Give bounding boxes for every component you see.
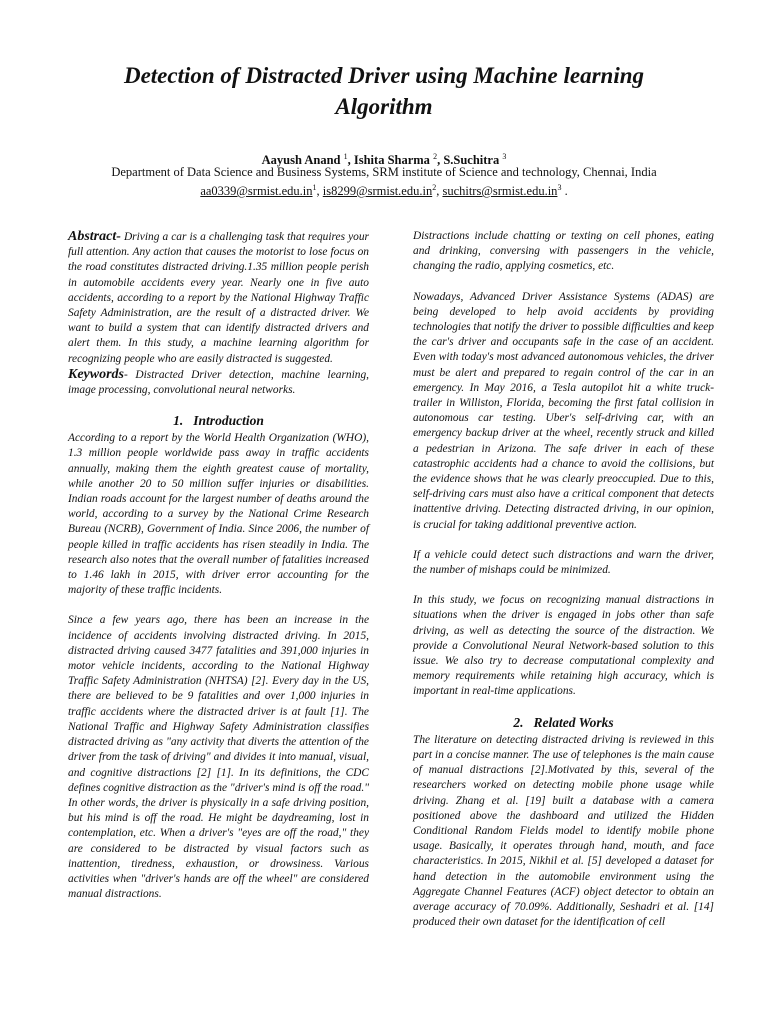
author-mark: 3 [502, 152, 507, 161]
abstract-text: Driving a car is a challenging task that requires your full attention. Any action that causes the motorist to lose focus on the road constitutes distracted driving.1.35 million people perish in automobile accidents every year. Nearly one in five auto accidents, according to a report by the National Highway Traffic Safety Administration, are the result of a distracted driver. We want to build a system that can identify distracted drivers and alert them. In this study, a machine learning algorithm for recognizing people who are easily distracted is suggested. [68, 231, 369, 365]
email-link[interactable]: is8299@srmist.edu.in [322, 184, 433, 199]
author-mark: 1 [343, 152, 348, 161]
right-column [413, 229, 714, 930]
intro-paragraph: According to a report by the World Health Organization (WHO), 1.3 million people worldwide pass away in traffic accidents annually, making them the eighth greatest cause of mortality, while another 20 to 50 million suffer injuries or disabilities. Indian roads account for the largest number of deaths around the world, according to a survey by the National Crime Research Bureau (NCRB), Government of India. Since 2006, the number of people killed in traffic accidents has risen steadily in India. The research also notes that the overall number of fatalities increased to 1.46 lakh in 2015, with driver error accounting for the majority of these traffic incidents. [68, 432, 369, 597]
body-paragraph: If a vehicle could detect such distractions and warn the driver, the number of mishaps could be minimized. [413, 548, 714, 577]
author-name: Aayush Anand [261, 153, 341, 168]
email-link[interactable]: suchitrs@srmist.edu.in [442, 184, 558, 199]
section-heading-introduction [68, 412, 369, 429]
left-column [68, 229, 369, 902]
email-mark: 2 [432, 183, 437, 192]
author-mark: 2 [433, 152, 438, 161]
related-works-paragraph: The literature on detecting distracted driving is reviewed in this part in a concise manner. The use of telephones is the main cause of manual distractions [2].Motivated by this, several of the researchers worked on detecting mobile phone usage while driving. Zhang et al. [19] built a database with a camera positioned above the dashboard and utilized the Hidden Conditional Random Fields model to identify mobile phone usage. Basically, it operates through hand, mouth, and face characteristics. In 2015, Nikhil et al. [5] developed a dataset for hand detection in the automobile environment using the Aggregate Channel Features (ACF) object detector to obtain an average accuracy of 70.09%. Additionally, Seshadri et al. [14] produced their own dataset for the identification of cell [413, 733, 714, 929]
section-number: 2. [513, 714, 524, 730]
section-title: Related Works [533, 714, 614, 730]
paper-title: Detection of Distracted Driver using Machine learning Algorithm [123, 63, 645, 119]
author-line: Aayush Anand $^1$, Ishita Sharma $^2$, S.Suchitra $^3$ [261, 152, 507, 168]
abstract-label: Abstract- [68, 229, 121, 244]
paragraph-gap [68, 598, 369, 613]
section-number: 1. [173, 413, 184, 429]
affiliation: Department of Data Science and Business Systems, SRM institute of Science and technology, Chennai, India [111, 165, 657, 179]
body-paragraph: Distractions include chatting or texting on cell phones, eating and drinking, conversing with passengers in the vehicle, changing the radio, applying cosmetics, etc. [413, 230, 714, 273]
paragraph-gap [413, 275, 714, 290]
keywords-label: Keywords [68, 366, 124, 382]
keywords-text: - Distracted Driver detection, machine learning, image processing, convolutional neural networks. [68, 368, 369, 397]
section-heading-related-works [413, 714, 714, 731]
paragraph-gap [413, 578, 714, 593]
paragraph-gap [413, 533, 714, 548]
abstract [68, 229, 369, 367]
email-line: $aa0339@srmist.edu.in^1$, $is8299@srmist.edu.in^2$, $suchitrs@srmist.edu.in^3$ . [200, 183, 568, 199]
author-name: S.Suchitra [443, 153, 500, 168]
email-link[interactable]: aa0339@srmist.edu.in [200, 184, 313, 199]
section-title: Introduction [193, 413, 264, 429]
author-name: Ishita Sharma [353, 153, 430, 168]
email-mark: 1 [312, 183, 317, 192]
email-mark: 3 [557, 183, 562, 192]
body-paragraph: Nowadays, Advanced Driver Assistance Systems (ADAS) are being developed to help avoid accidents by providing technologies that notify the driver to possible difficulties and keep the car's driver and occupants safe in the case of an accident. Even with today's most advanced autonomous vehicles, the driver must be alert and prepared to regain control of the car in an emergency. In May 2016, a Tesla autopilot hit a white truck-trailer in Williston, Florida, becoming the first fatal collision in autonomous car testing. Uber's self-driving car, with an emergency backup driver at the wheel, recently struck and killed a pedestrian in Arizona. The safe driver in each of these catastrophic accidents had a chance to avoid the collisions, but the evidence shows that he was clearly preoccupied. Due to this, self-driving cars must also have a critical component that detects inattentive driving. Detecting distracted driving, in our opinion, is crucial for taking additional preventive action. [413, 290, 714, 531]
intro-paragraph: Since a few years ago, there has been an increase in the incidence of accidents involving distracted driving. In 2015, distracted driving caused 3477 fatalities and 391,000 injuries in motor vehicle incidents, according to the National Highway Traffic Safety Administration (NHTSA) [2]. Every day in the US, there are believed to be 9 fatalities and over 1,000 injuries in traffic accidents where the distracted driver is at fault [1]. The National Traffic and Highway Safety Administration classifies distracted driving as "any activity that diverts the attention of the driver from the task of driving" and divides it into manual, visual, and cognitive distractions [2] [1]. In its definitions, the CDC defines cognitive distraction as the "driver's mind is off the road." In other words, the driver is physically in a safe driving position, but his mind is off the road. He might be daydreaming, lost in contemplation, etc. When a driver's "eyes are off the road," they are considered to be distracted by visual factors such as inattention, tiredness, exhaustion, or drowsiness. Various activities when "driver's hands are off the wheel" are considered manual distractions. [68, 614, 369, 901]
keywords [68, 367, 369, 398]
body-paragraph: In this study, we focus on recognizing manual distractions in situations when the driver is engaged in jobs other than safe driving, as well as detecting the source of the distraction. We provide a Convolutional Neural Network-based solution to this issue. We also try to decrease computational complexity and memory requirements while retaining high accuracy, which is important in real-time applications. [413, 594, 714, 698]
